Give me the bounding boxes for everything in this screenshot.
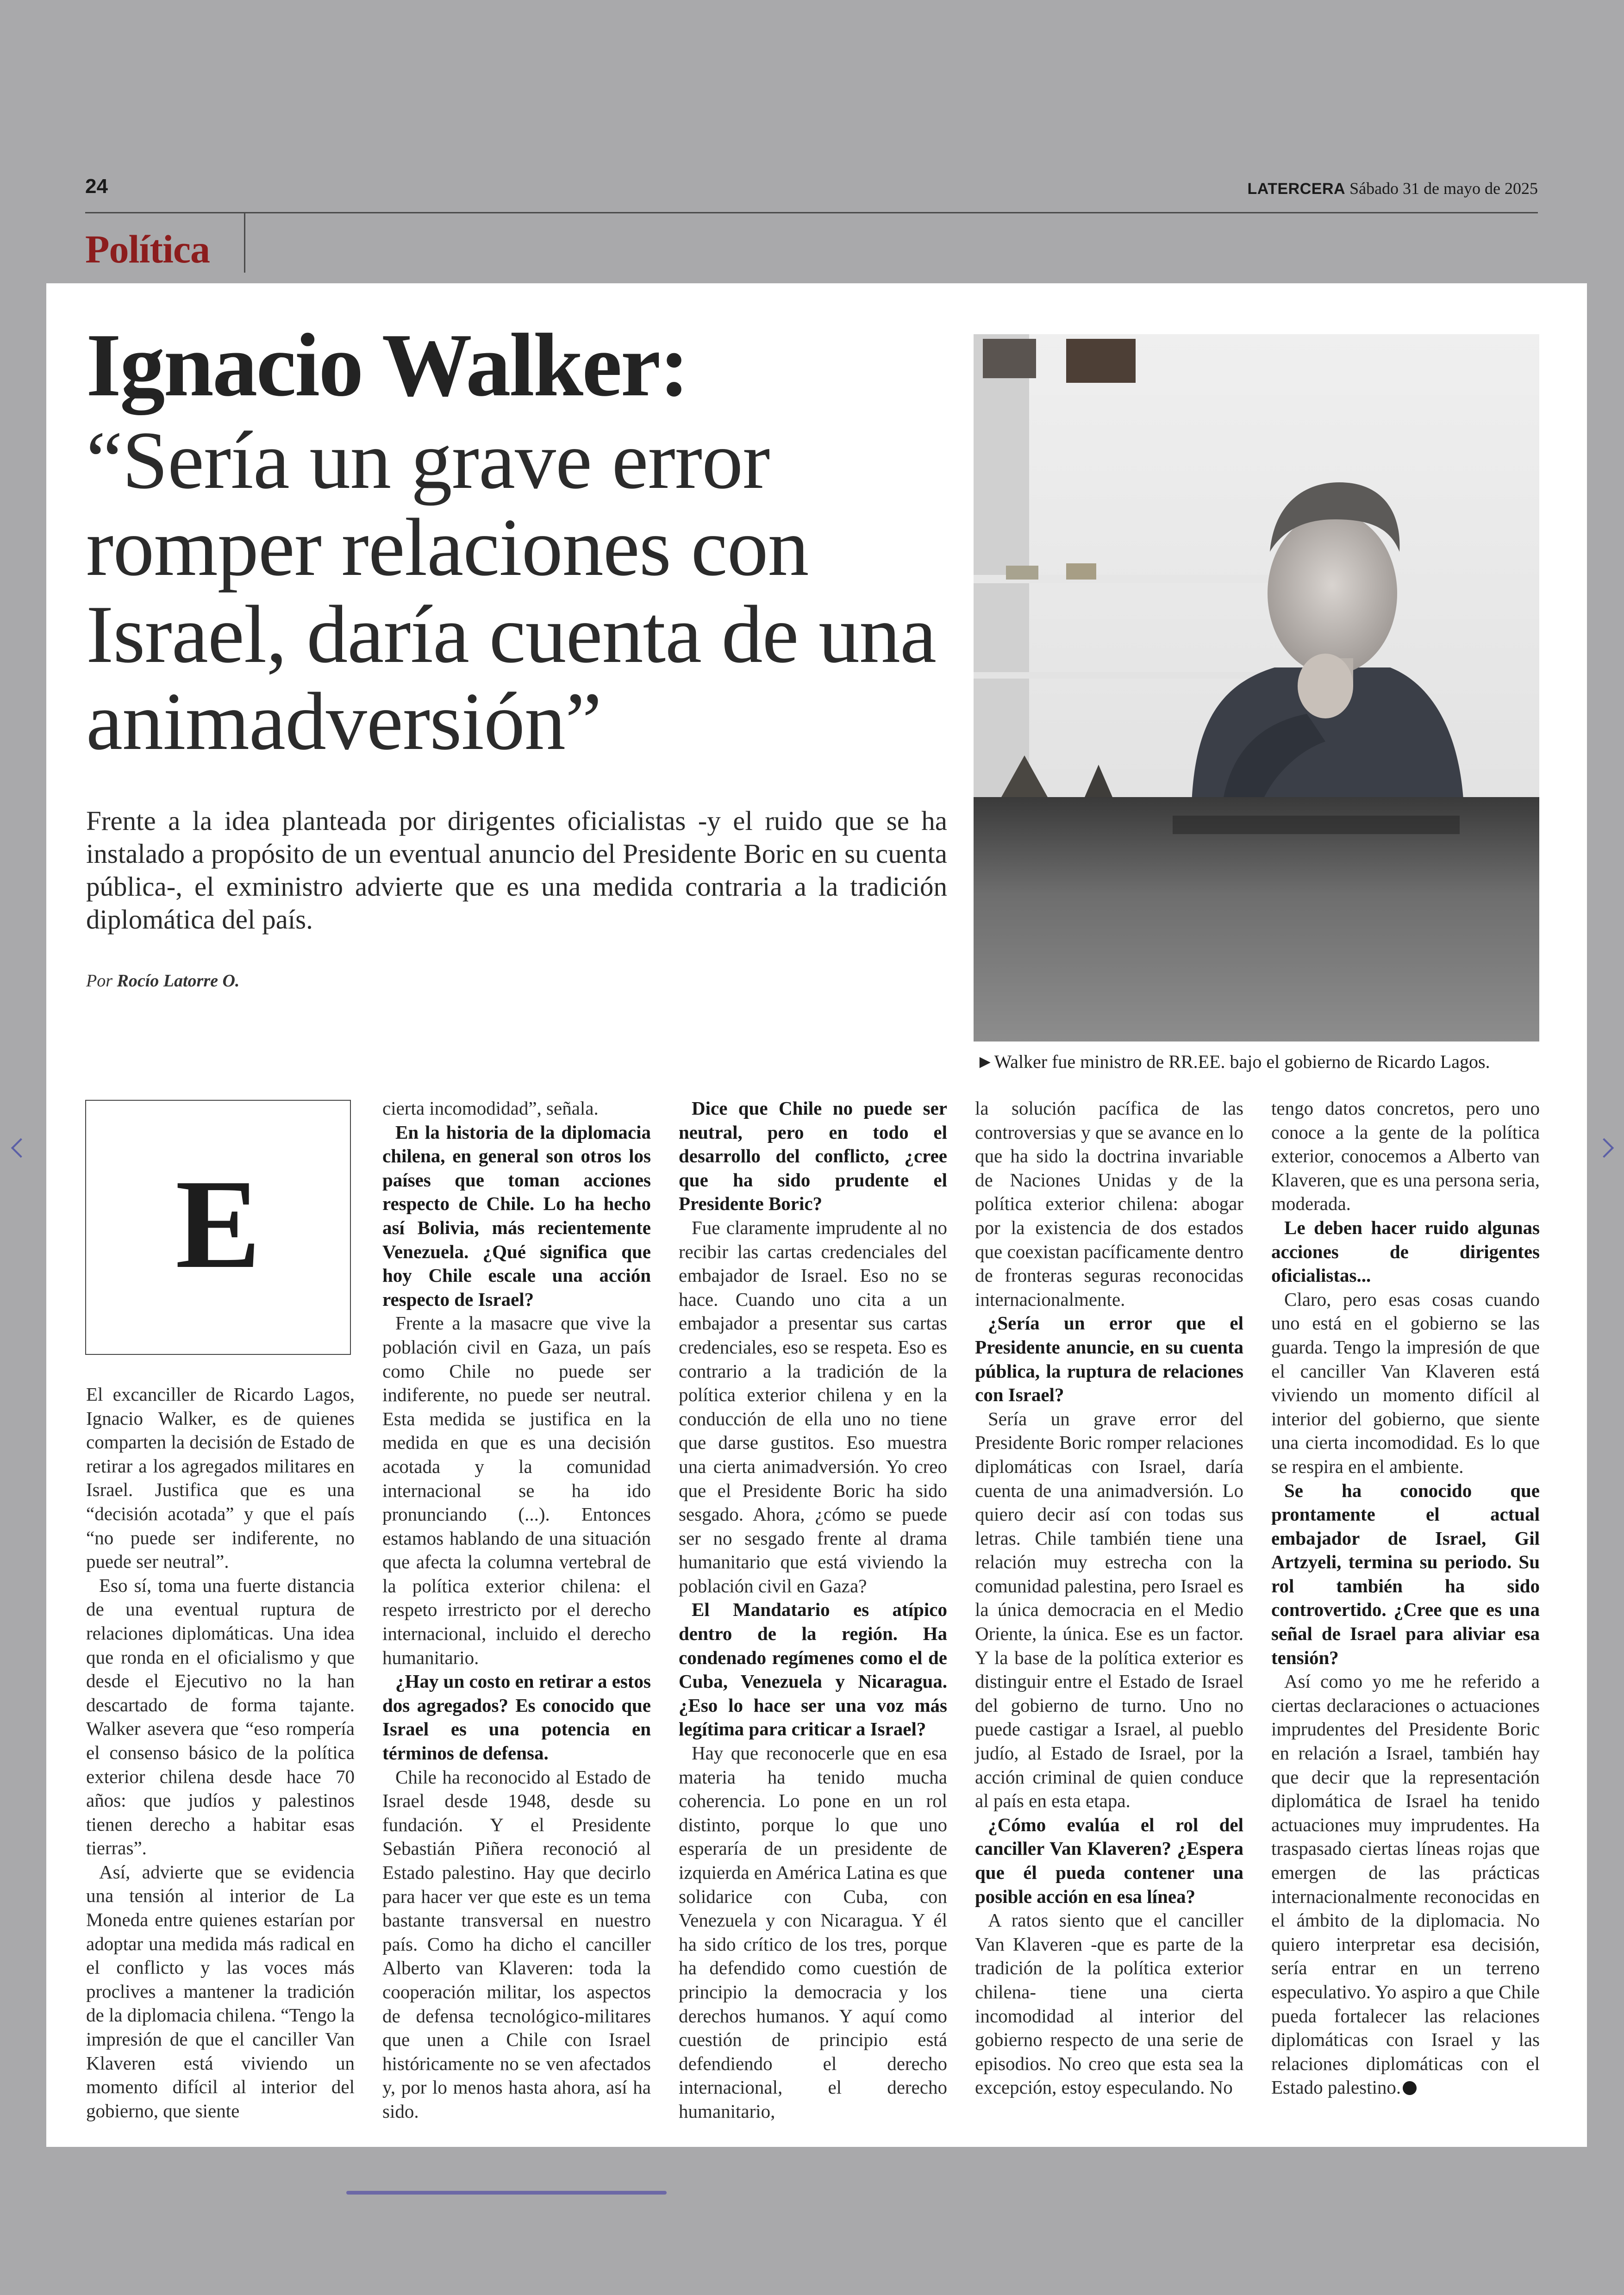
column-4 xyxy=(975,1097,1243,2100)
interview-answer: A ratos siento que el canciller Van Klaveren -que es parte de la tradición de la política exterior chilena- tiene una cierta incomodidad al interior del gobierno respecto de una serie de episodios. No creo que esta sea la excepción, estoy especulando. No xyxy=(975,1909,1243,2098)
interview-answer: Chile ha reconocido al Estado de Israel desde 1948, desde su fundación. Y el Presidente Sebastián Piñera reconoció al Estado palestino. Hay que decirlo para hacer ver que este es un tema bastante transversal en nuestro país. Como ha dicho el canciller Alberto van Klaveren: toda la cooperación militar, los aspectos de defensa tecnológico-militares que unen a Chile con Israel históricamente no se ven afectados y, por lo menos hasta ahora, así ha sido. xyxy=(382,1766,651,2122)
header-rule xyxy=(85,212,1538,213)
chevron-left-icon[interactable] xyxy=(11,1138,31,1158)
interview-question: Se ha conocido que prontamente el actual embajador de Israel, Gil Artzyeli, termina su periodo. Su rol también ha sido controvertido. ¿Cree que es una señal de Israel para aliviar esa tensión? xyxy=(1271,1479,1540,1668)
interview-question: ¿Hay un costo en retirar a estos dos agregados? Es conocido que Israel es una potencia en términos de defensa. xyxy=(382,1671,651,1764)
interview-question: ¿Sería un error que el Presidente anuncie, en su cuenta pública, la ruptura de relaciones con Israel? xyxy=(975,1312,1243,1406)
interview-question: ¿Cómo evalúa el rol del canciller Van Klaveren? ¿Espera que él pueda contener una posible acción en esa línea? xyxy=(975,1814,1243,1907)
page-scrollbar[interactable] xyxy=(346,2191,1272,2195)
end-mark-icon xyxy=(1403,2081,1417,2095)
byline-author: Rocío Latorre O. xyxy=(117,971,240,991)
column-1 xyxy=(86,1383,355,2123)
interview-answer: Claro, pero esas cosas cuando uno está en el gobierno se las guarda. Tengo la impresión de que el canciller Van Klaveren está viviendo un momento difícil al interior del gobierno, que siente una cierta incomodidad. Es lo que se respira en el ambiente. xyxy=(1271,1288,1540,1477)
section-label: Política xyxy=(85,227,210,271)
issue-date: Sábado 31 de mayo de 2025 xyxy=(1349,179,1538,198)
article-deck: Frente a la idea planteada por dirigentes oficialistas -y el ruido que se ha instalado a propósito de un eventual anuncio del Presidente Boric en su cuenta pública-, el exministro advierte que es una medida contraria a la tradición diplomática del país. xyxy=(86,805,947,935)
interview-answer: Sería un grave error del Presidente Boric romper relaciones diplomáticas con Israel, daría cuenta de una animadversión. Lo quiero decir así con todas sus letras. Chile también tiene una relación muy estrecha con la comunidad palestina, pero Israel es la única democracia en el Medio Oriente, la única. Ese es un factor. Y la base de la política exterior es distinguir entre el Estado de Israel del gobierno de turno. Uno no puede castigar a Israel, al pueblo judío, al Estado de Israel, por la acción criminal de quien conduce al país en esta etapa. xyxy=(975,1408,1243,1812)
column-3 xyxy=(679,1097,947,2124)
interview-answer: Fue claramente imprudente al no recibir las cartas credenciales del embajador de Israel. Eso no se hace. Cuando uno cita a un embajador a presentar sus cartas credenciales, eso se respeta. Eso es contrario a la tradición de la política exterior chilena y en la conducción de ella uno no tiene que darse gustitos. Eso muestra una cierta animadversión. Yo creo que el Presidente Boric ha sido sesgado. Ahora, ¿cómo se puede ser no sesgado frente al drama humanitario que está viviendo la población civil en Gaza? xyxy=(679,1216,947,1597)
chevron-right-icon[interactable] xyxy=(1594,1138,1614,1158)
interview-question: Le deben hacer ruido algunas acciones de dirigentes oficialistas... xyxy=(1271,1216,1540,1286)
interview-answer: Hay que reconocerle que en esa materia ha tenido mucha coherencia. Lo pone en un rol distinto, porque lo que uno esperaría de un presidente de izquierda en América Latina es que solidarice con Cuba, con Venezuela y con Nicaragua. Y él ha sido crítico de los tres, porque ha defendido como cuestión de principio la democracia y los derechos humanos. Y aquí como cuestión de principio está defendiendo el derecho internacional, el derecho humanitario, xyxy=(679,1742,947,2122)
paragraph: cierta incomodidad”, señala. xyxy=(382,1098,599,1119)
paragraph: la solución pacífica de las controversias y que se avance en lo que ha sido la doctrina invariable de Naciones Unidas y de la política exterior chilena: abogar por la existencia de dos estados que coexistan pacíficamente dentro de fronteras seguras reconocidas internacionalmente. xyxy=(975,1098,1243,1310)
interview-question: En la historia de la diplomacia chilena, en general son otros los países que toman acciones respecto de Chile. Lo ha hecho así Bolivia, más recientemente Venezuela. ¿Qué significa que hoy Chile escale una acción respecto de Israel? xyxy=(382,1121,651,1310)
column-2 xyxy=(382,1097,651,2124)
paragraph: Eso sí, toma una fuerte distancia de una eventual ruptura de relaciones diplomáticas. Una idea que ronda en el oficialismo y que desde el Ejecutivo no la han descartado de forma tajante. Walker asevera que “eso rompería el consenso básico de la política exterior chilena desde hace 70 años: que judíos y palestinos tienen derecho a habitar esas tierras”. xyxy=(86,1574,355,1859)
page-number: 24 xyxy=(85,175,108,198)
section-divider xyxy=(244,213,245,273)
interview-question: Dice que Chile no puede ser neutral, pero en todo el desarrollo del conflicto, ¿cree que ha sido prudente el Presidente Boric? xyxy=(679,1098,947,1215)
newspaper-name: LATERCERA xyxy=(1247,180,1346,198)
paragraph: tengo datos concretos, pero uno conoce a la gente de la política exterior, conocemos a Alberto van Klaveren, que es una persona seria, moderada. xyxy=(1271,1098,1540,1215)
drop-cap-letter: E xyxy=(175,1153,261,1295)
photo-caption: ►Walker fue ministro de RR.EE. bajo el gobierno de Ricardo Lagos. xyxy=(976,1051,1490,1072)
final-answer-text: Así como yo me he referido a ciertas declaraciones o actuaciones imprudentes del Presidente Boric en relación a Israel, también hay que decir que la representación diplomática de Israel ha tenido actuaciones muy imprudentes. Ha traspasado ciertas líneas rojas que emergen de las prácticas internacionalmente reconocidas en el ámbito de la diplomacia. No quiero interpretar esa decisión, sería entrar en un terreno especulativo. Yo aspiro a que Chile pueda fortalecer las relaciones diplomáticas con Israel y las relaciones diplomáticas con el Estado palestino. xyxy=(1271,1671,1540,2098)
interview-answer xyxy=(1271,1670,1540,2100)
headline-quote: “Sería un grave error romper relaciones con Israel, daría cuenta de una animadversión” xyxy=(86,414,937,767)
byline-prefix: Por xyxy=(86,971,112,991)
paragraph: El excanciller de Ricardo Lagos, Ignacio Walker, es de quienes comparten la decisión de Estado de retirar a los agregados militares en Israel. Justifica que es una “decisión acotada” y que el país “no puede ser indiferente, no puede ser neutral”. xyxy=(86,1384,355,1572)
interview-answer: Frente a la masacre que vive la población civil en Gaza, un país como Chile no puede ser indiferente, no puede ser neutral. Esta medida se justifica en la medida en que es una decisión acotada y la comunidad internacional se ha ido pronunciando (...). Entonces estamos hablando de una situación que afecta la columna vertebral de la política exterior chilena: el respeto irrestricto por el derecho internacional, incluido el derecho humanitario. xyxy=(382,1312,651,1668)
byline xyxy=(86,971,239,991)
paragraph: Así, advierte que se evidencia una tensión al interior de La Moneda entre quienes estarían por adoptar una medida más radical en el conflicto y las voces más proclives a mantener la tradición de la diplomacia chilena. “Tengo la impresión de que el canciller Van Klaveren está viviendo un momento difícil al interior del gobierno, que siente xyxy=(86,1861,355,2121)
column-5 xyxy=(1271,1097,1540,2100)
headline-name: Ignacio Walker: xyxy=(86,315,688,415)
interview-question: El Mandatario es atípico dentro de la región. Ha condenado regímenes como el de Cuba, Venezuela y Nicaragua. ¿Eso lo hace ser una voz más legítima para criticar a Israel? xyxy=(679,1599,947,1740)
article-page xyxy=(46,283,1587,2147)
drop-cap-box xyxy=(85,1100,351,1355)
scrollbar-thumb[interactable] xyxy=(346,2191,667,2195)
portrait-photo xyxy=(974,334,1539,1041)
masthead-date xyxy=(1247,179,1538,198)
